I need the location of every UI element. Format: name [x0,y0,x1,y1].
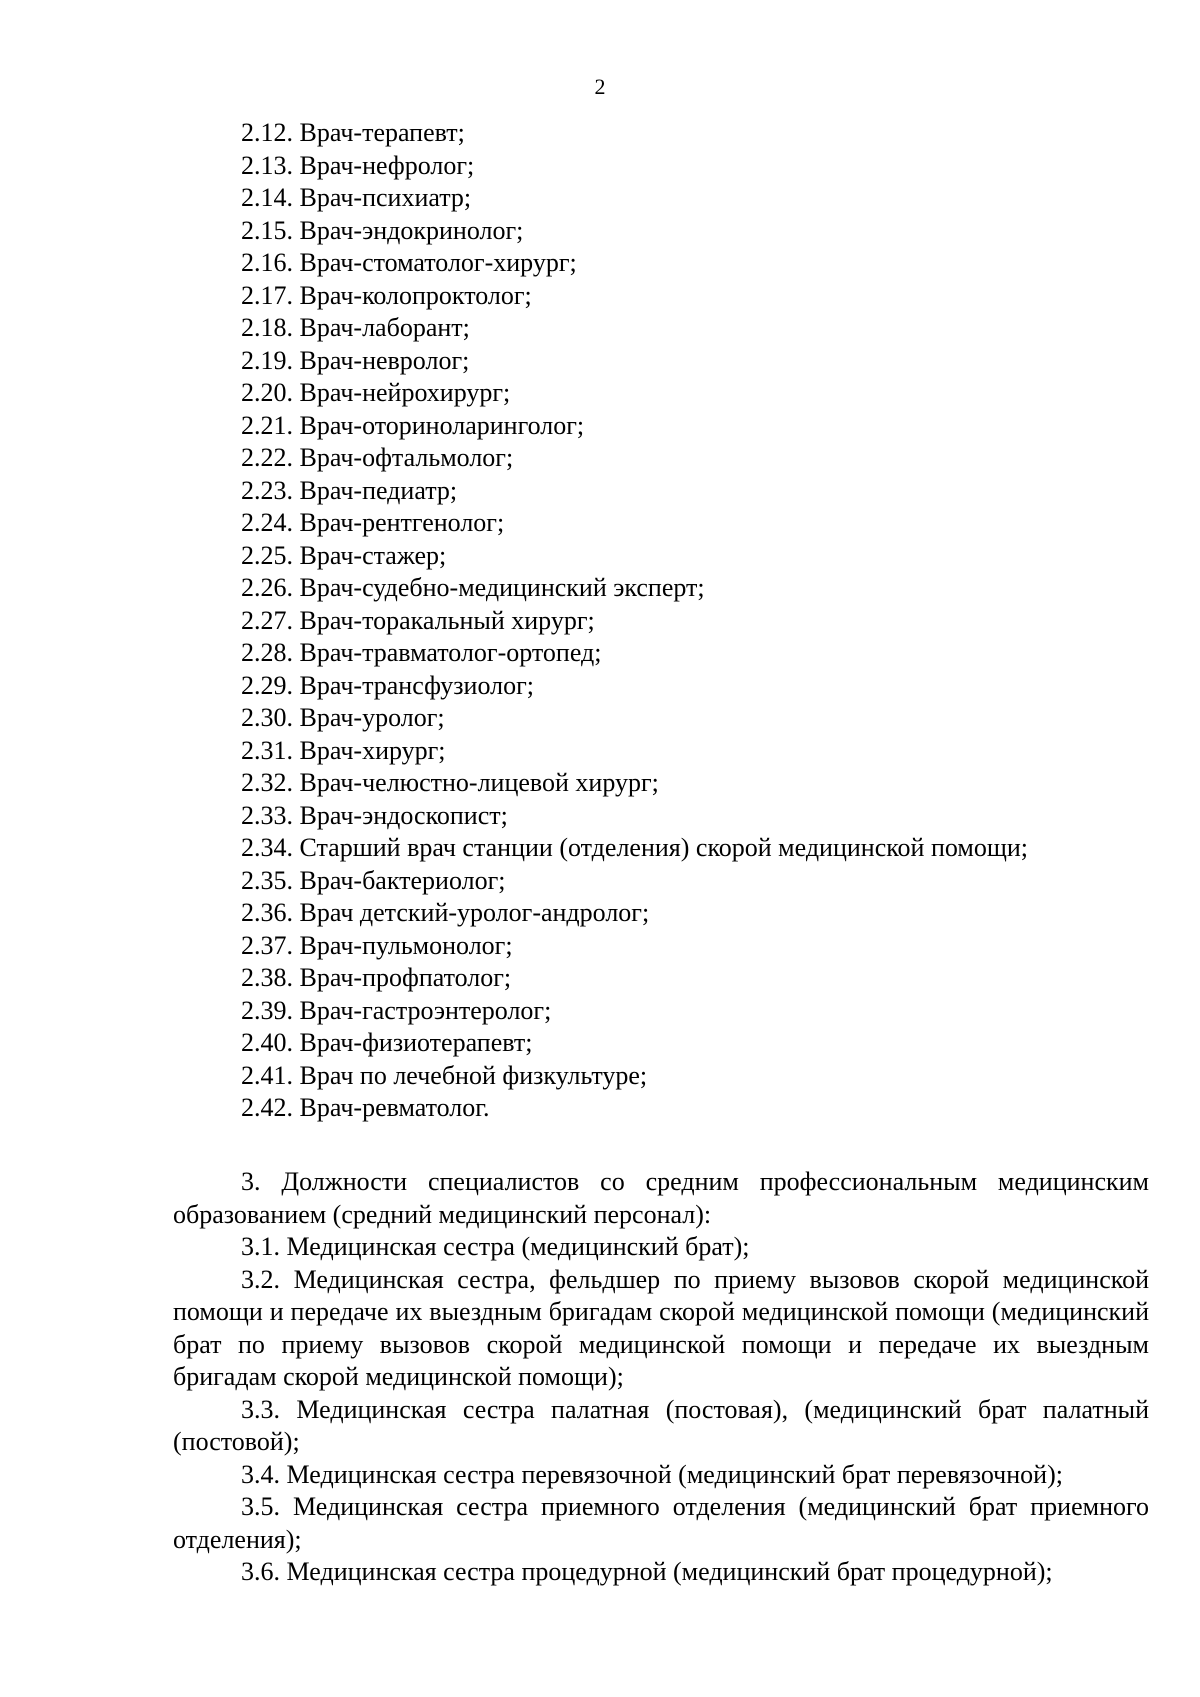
list-item: 2.38. Врач-профпатолог; [241,963,512,992]
section-item: 3.6. Медицинская сестра процедурной (медицинский брат процедурной); [241,1557,1053,1586]
list-item: 2.21. Врач-оториноларинголог; [241,410,585,440]
section-item: 3.4. Медицинская сестра перевязочной (медицинский брат перевязочной); [241,1459,1063,1489]
list-item: 2.42. Врач-ревматолог. [241,1093,490,1122]
list-item: 2.23. Врач-педиатр; [241,475,458,505]
section-item: 3.5. Медицинская сестра приемного отделения (медицинский брат приемного отделения); [173,1492,1149,1554]
list-item: 2.15. Врач-эндокринолог; [241,215,524,245]
list-item: 2.40. Врач-физиотерапевт; [241,1028,533,1057]
list-item: 2.31. Врач-хирург; [241,735,446,765]
list-item: 2.39. Врач-гастроэнтеролог; [241,995,552,1025]
list-item: 2.18. Врач-лаборант; [241,313,470,342]
section-3 [173,1166,1149,1589]
list-item: 2.20. Врач-нейрохирург; [241,378,511,407]
list-item: 2.12. Врач-терапевт; [241,118,465,147]
list-item: 2.29. Врач-трансфузиолог; [241,670,534,700]
list-item: 2.30. Врач-уролог; [241,703,445,732]
section-item: 3.1. Медицинская сестра (медицинский брат); [241,1232,750,1261]
list-item: 2.13. Врач-нефролог; [241,150,475,180]
list-item: 2.19. Врач-невролог; [241,345,470,375]
list-item: 2.34. Старший врач станции (отделения) скорой медицинской помощи; [241,833,1028,862]
page-number: 2 [594,74,606,99]
list-item: 2.37. Врач-пульмонолог; [241,930,513,960]
list-item: 2.33. Врач-эндоскопист; [241,800,508,830]
list-item: 2.14. Врач-психиатр; [241,183,472,212]
list-item: 2.27. Врач-торакальный хирург; [241,605,595,635]
list-item: 2.32. Врач-челюстно-лицевой хирург; [241,768,659,797]
list-item: 2.16. Врач-стоматолог-хирург; [241,248,577,277]
position-list [0,117,1200,1125]
list-item: 2.26. Врач-судебно-медицинский эксперт; [241,573,705,602]
section-item: 3.3. Медицинская сестра палатная (постовая), (медицинский брат палатный (постовой); [173,1394,1149,1456]
section-item: 3.2. Медицинская сестра, фельдшер по приему вызовов скорой медицинской помощи и передаче их выездным бригадам скорой медицинской помощи (медицинский брат по приему вызовов скорой медицинской помощи и передаче их выездным бригадам скорой медицинской помощи); [173,1264,1149,1391]
list-item: 2.25. Врач-стажер; [241,540,447,570]
list-item: 2.22. Врач-офтальмолог; [241,443,514,472]
list-item: 2.24. Врач-рентгенолог; [241,508,505,537]
list-item: 2.28. Врач-травматолог-ортопед; [241,638,602,667]
section-heading: 3. Должности специалистов со средним профессиональным медицинским образованием (средний медицинский персонал): [173,1167,1149,1229]
list-item: 2.17. Врач-колопроктолог; [241,280,532,310]
list-item: 2.35. Врач-бактериолог; [241,865,506,895]
list-item: 2.36. Врач детский-уролог-андролог; [241,898,650,927]
list-item: 2.41. Врач по лечебной физкультуре; [241,1060,648,1090]
